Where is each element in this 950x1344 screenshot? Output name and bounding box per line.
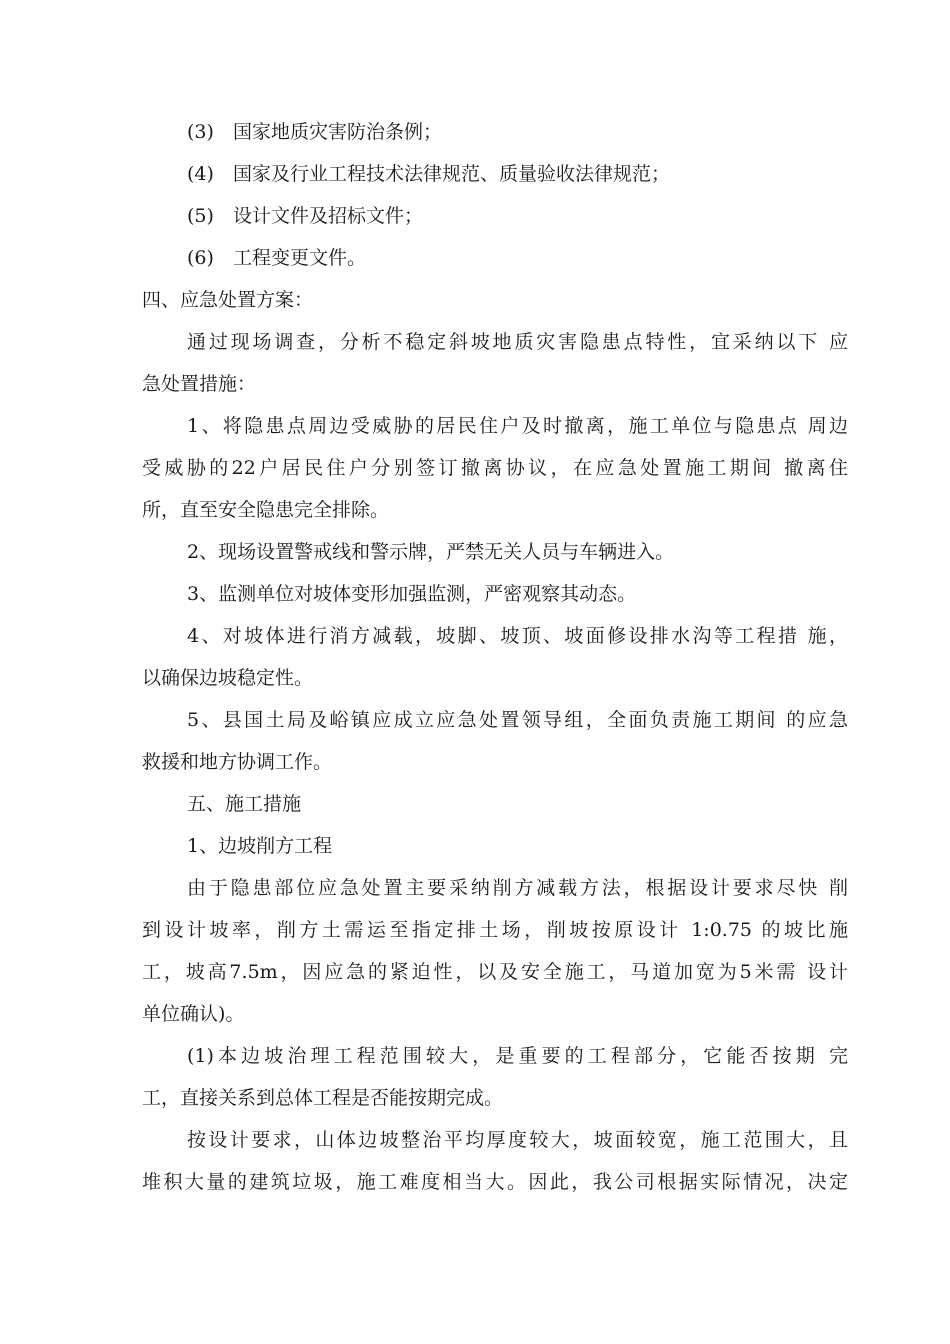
paragraph-line: 由于隐患部位应急处置主要采纳削方减载方法，根据设计要求尽快 削 (187, 877, 848, 899)
section-heading: 五、施工措施 (187, 793, 302, 815)
paragraph-line: 2、现场设置警戒线和警示牌，严禁无关人员与车辆进入。 (187, 541, 675, 563)
paragraph-line: 工，坡高7.5m，因应急的紧迫性，以及安全施工，马道加宽为5米需 设计 (142, 961, 848, 983)
reference-number: (4) (187, 163, 214, 185)
paragraph-line: 受威胁的22户居民住户分别签订撤离协议，在应急处置施工期间 撤离住 (142, 457, 848, 479)
reference-text: 国家地质灾害防治条例； (233, 121, 443, 143)
reference-item (187, 113, 442, 151)
reference-number: (6) (187, 247, 214, 269)
reference-number: (3) (187, 121, 214, 143)
paragraph-line: 按设计要求，山体边坡整治平均厚度较大，坡面较宽，施工范围大，且 (187, 1129, 848, 1151)
reference-text: 设计文件及招标文件； (233, 205, 424, 227)
paragraph-line: 堆积大量的建筑垃圾，施工难度相当大。因此，我公司根据实际情况，决定 (142, 1171, 848, 1193)
paragraph-line: 通过现场调查，分析不稳定斜坡地质灾害隐患点特性，宜采纳以下 应 (187, 331, 848, 353)
reference-item (187, 197, 423, 235)
reference-text: 国家及行业工程技术法律规范、质量验收法律规范； (233, 163, 671, 185)
paragraph-line: 5、县国土局及峪镇应成立应急处置领导组，全面负责施工期间 的应急 (187, 709, 848, 731)
reference-item (187, 239, 366, 277)
reference-text: 工程变更文件。 (233, 247, 367, 269)
section-heading: 四、应急处置方案： (142, 289, 314, 311)
subsection-heading: 1、边坡削方工程 (187, 835, 333, 857)
paragraph-line: 1、将隐患点周边受威胁的居民住户及时撤离，施工单位与隐患点 周边 (187, 415, 848, 437)
reference-number: (5) (187, 205, 214, 227)
paragraph-line: 急处置措施： (142, 373, 257, 395)
paragraph-line: 到设计坡率，削方土需运至指定排土场，削坡按原设计 1:0.75 的坡比施 (142, 919, 848, 941)
paragraph-line: 所，直至安全隐患完全排除。 (142, 499, 390, 521)
paragraph-line: 救援和地方协调工作。 (142, 751, 333, 773)
paragraph-line: 以确保边坡稳定性。 (142, 667, 314, 689)
paragraph-line: 3、监测单位对坡体变形加强监测，严密观察其动态。 (187, 583, 637, 605)
paragraph-line: 单位确认)。 (142, 1003, 245, 1025)
paragraph-line: 4、对坡体进行消方减载，坡脚、坡顶、坡面修设排水沟等工程措 施， (187, 625, 848, 647)
paragraph-line: 工，直接关系到总体工程是否能按期完成。 (142, 1087, 504, 1109)
reference-item (187, 155, 670, 193)
paragraph-line: (1)本边坡治理工程范围较大，是重要的工程部分，它能否按期 完 (187, 1045, 848, 1067)
